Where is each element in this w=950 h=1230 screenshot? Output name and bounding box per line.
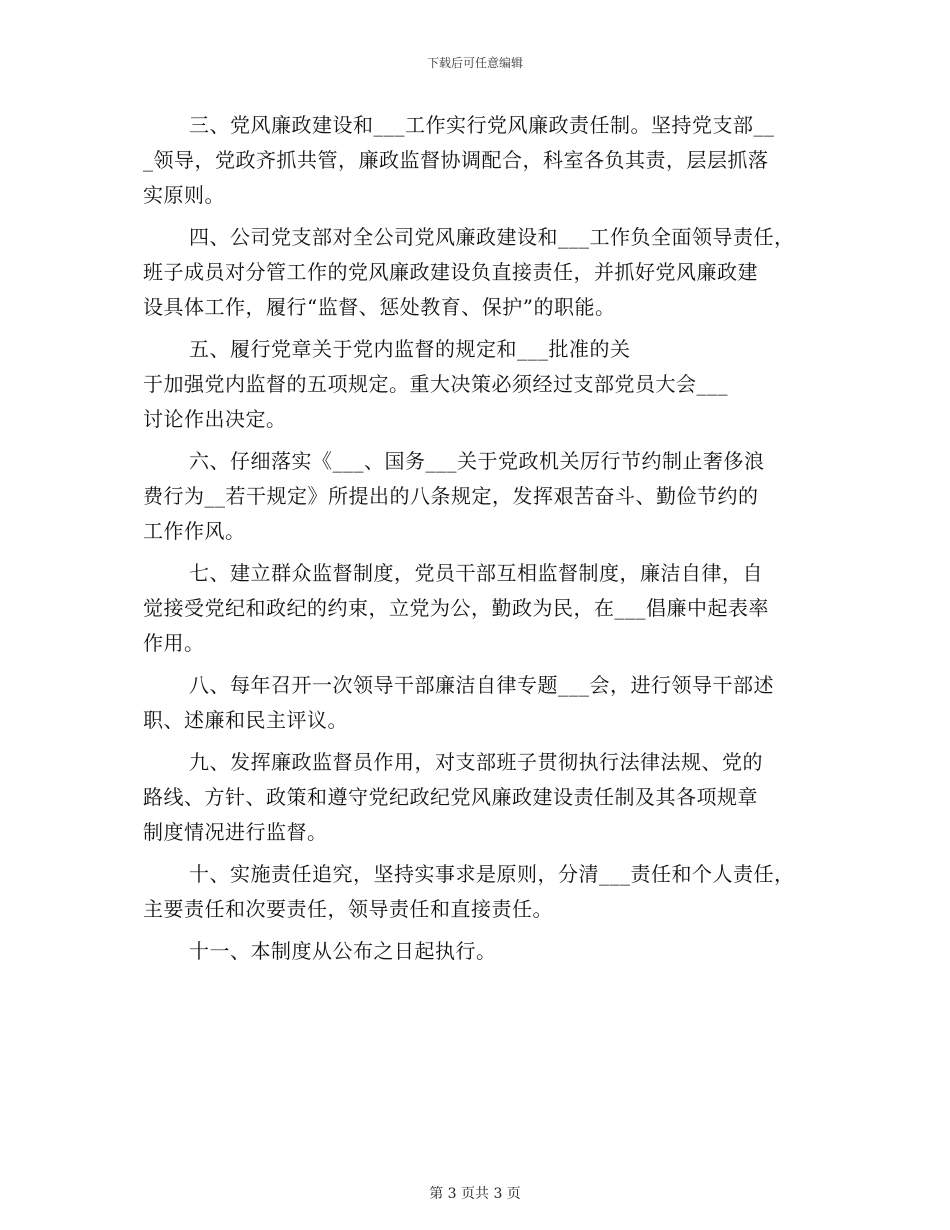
paragraph-line: 路线、方针、政策和遵守党纪政纪党风廉政建设责任制及其各项规章 <box>143 785 758 809</box>
document-body <box>143 108 823 976</box>
paragraph-line: 主要责任和次要责任，领导责任和直接责任。 <box>143 897 553 921</box>
paragraph-9 <box>143 745 823 850</box>
paragraph-line: 费行为__若干规定》所提出的八条规定，发挥艰苦奋斗、勤俭节约的 <box>143 484 759 508</box>
paragraph-line: 于加强党内监督的五项规定。重大决策必须经过支部党员大会___ <box>143 372 728 396</box>
paragraph-6 <box>143 444 823 549</box>
paragraph-line: 八、每年召开一次领导干部廉洁自律专题___会，进行领导干部述 <box>189 673 774 697</box>
paragraph-line: 十、实施责任追究，坚持实事求是原则，分清___责任和个人责任， <box>189 862 795 886</box>
paragraph-line: 觉接受党纪和政纪的约束，立党为公，勤政为民，在___倡廉中起表率 <box>143 596 769 620</box>
paragraph-line: 十一、本制度从公布之日起执行。 <box>189 939 497 963</box>
paragraph-line: _领导，党政齐抓共管，廉政监督协调配合，科室各负其责，层层抓落 <box>143 148 769 172</box>
page-number: 第 3 页共 3 页 <box>429 1186 521 1202</box>
paragraph-line: 五、履行党章关于党内监督的规定和___批准的关 <box>189 337 631 361</box>
paragraph-line: 职、述廉和民主评议。 <box>143 708 348 732</box>
paragraph-line: 制度情况进行监督。 <box>143 820 328 844</box>
paragraph-4 <box>143 220 823 325</box>
paragraph-line: 三、党风廉政建设和___工作实行党风廉政责任制。坚持党支部__ <box>189 113 775 137</box>
paragraph-line: 作用。 <box>143 631 205 655</box>
page-header: 下载后可任意编辑 <box>426 56 523 70</box>
paragraph-line: 实原则。 <box>143 183 225 207</box>
paragraph-8 <box>143 668 823 738</box>
paragraph-3 <box>143 108 823 213</box>
paragraph-line: 班子成员对分管工作的党风廉政建设负直接责任，并抓好党风廉政建 <box>143 260 758 284</box>
paragraph-line: 设具体工作，履行“监督、惩处教育、保护”的职能。 <box>143 295 616 319</box>
paragraph-7 <box>143 556 823 661</box>
paragraph-line: 讨论作出决定。 <box>143 407 287 431</box>
paragraph-line: 工作作风。 <box>143 519 246 543</box>
paragraph-11 <box>143 934 823 969</box>
paragraph-line: 六、仔细落实《___、国务___关于党政机关厉行节约制止奢侈浪 <box>189 449 765 473</box>
paragraph-line: 四、公司党支部对全公司党风廉政建设和___工作负全面领导责任， <box>189 225 795 249</box>
paragraph-line: 九、发挥廉政监督员作用，对支部班子贯彻执行法律法规、党的 <box>189 750 763 774</box>
paragraph-10 <box>143 857 823 927</box>
paragraph-line: 七、建立群众监督制度，党员干部互相监督制度，廉洁自律，自 <box>189 561 763 585</box>
paragraph-5 <box>143 332 823 437</box>
